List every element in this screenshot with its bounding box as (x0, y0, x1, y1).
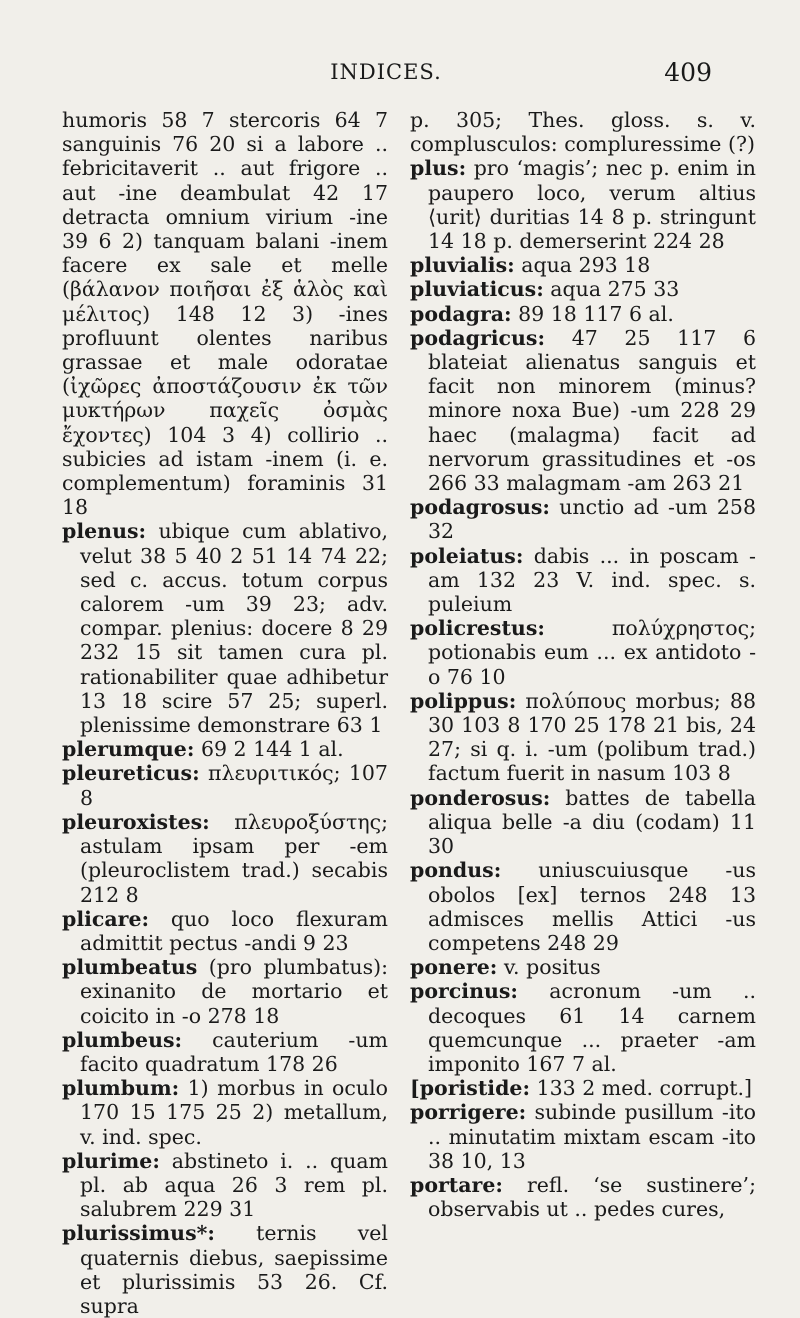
index-entry (410, 253, 756, 277)
index-entry (410, 1076, 756, 1100)
entry-headword: pondus: (410, 858, 502, 883)
entry-text: pro ‘magis’; nec p. enim in paupero loco, verum altius ⟨urit⟩ duritias 14 8 p. stringunt 14 18 p. demerserint 224 28 (428, 156, 756, 254)
entry-headword: podagrosus: (410, 495, 550, 520)
entry-headword: plicare: (62, 906, 150, 931)
entry-text: refl. ‘se sustinere’; observabis ut .. pedes cures, (428, 1172, 756, 1222)
entry-text: quo loco flexuram admittit pectus -andi 9 23 (80, 906, 388, 955)
entry-headword: plurissimus*: (62, 1221, 215, 1246)
entry-headword: plenus: (62, 519, 147, 544)
right-column (410, 108, 756, 1221)
index-entry (410, 544, 756, 617)
index-entry (410, 858, 756, 955)
left-column (62, 108, 388, 1318)
entry-headword: poleiatus: (410, 543, 524, 568)
entry-text: acronum -um .. decoques 61 14 carnem quemcunque ... praeter -am imponito 167 7 al. (428, 979, 756, 1076)
entry-text: 47 25 117 6 blateiat alienatus sanguis et facit non minorem (minus? minore noxa Bue) -um 228 29 haec (malagma) facit ad nervorum grassitudines et -os 266 33 malagmam -am 263 21 (428, 325, 756, 496)
index-entry (410, 955, 756, 979)
entry-headword: pluvialis: (410, 253, 515, 278)
index-entry (410, 786, 756, 859)
entry-text: ubique cum ablativo, velut 38 5 40 2 51 14 74 22; sed c. accus. totum corpus calorem -um 39 23; adv. compar. plenius: docere 8 29 232 15 sit tamen cura pl. rationabiliter quae adhibetur 13 18 scire 57 25; superl. plenissime demonstrare 63 1 (80, 519, 388, 738)
index-entry (62, 1221, 388, 1318)
entry-headword: ponere: (410, 955, 498, 980)
entry-text: πλευριτικός; 107 8 (80, 761, 388, 810)
index-entry (410, 1100, 756, 1173)
entry-headword: pleureticus: (62, 761, 200, 786)
entry-text: dabis ... in poscam -am 132 23 V. ind. spec. s. puleium (428, 543, 756, 617)
index-entry (410, 156, 756, 253)
index-entry (410, 302, 756, 326)
index-entry (410, 495, 756, 543)
entry-headword: ponderosus: (410, 785, 551, 810)
entry-headword: plus: (410, 156, 467, 181)
index-entry (62, 955, 388, 1028)
index-entry (62, 737, 388, 761)
entry-text: subinde pusillum -ito .. minutatim mixtam escam -ito 38 10, 13 (428, 1100, 756, 1173)
entry-headword: porrigere: (410, 1100, 527, 1125)
index-entry (62, 1028, 388, 1076)
index-entry (62, 519, 388, 737)
entry-headword: pluviaticus: (410, 277, 544, 302)
index-entry (62, 1149, 388, 1222)
entry-text: ternis vel quaternis diebus, saepissime et plurissimis 53 26. Cf. supra (80, 1221, 388, 1318)
entry-text: πλευροξύστης; astulam ipsam per -em (pleuroclistem trad.) secabis 212 8 (80, 809, 388, 907)
index-entry (410, 326, 756, 495)
entry-text: cauterium -um facito quadratum 178 26 (80, 1027, 388, 1076)
running-header (60, 58, 712, 92)
entry-headword: porcinus: (410, 979, 518, 1004)
entry-text: v. positus (503, 955, 601, 980)
entry-text: unctio ad -um 258 32 (428, 495, 756, 544)
entry-headword: plerumque: (62, 737, 195, 762)
entry-text: 1) morbus in oculo 170 15 175 25 2) metallum, v. ind. spec. (80, 1076, 388, 1149)
entry-text: 89 18 117 6 al. (518, 301, 674, 326)
header-title: INDICES. (330, 60, 442, 84)
index-entry (410, 1173, 756, 1221)
page-number: 409 (664, 58, 712, 87)
index-entry (62, 761, 388, 809)
entry-headword: polippus: (410, 688, 517, 713)
entry-headword: plurime: (62, 1148, 160, 1173)
index-entry (62, 810, 388, 907)
entry-headword: pleuroxistes: (62, 809, 210, 834)
entry-text: πολύπους morbus; 88 30 103 8 170 25 178 21 bis, 24 27; si q. i. -um (polibum trad.) factum fuerit in nasum 103 8 (428, 688, 756, 786)
index-entry (62, 1076, 388, 1149)
entry-headword: plumbeatus (62, 955, 198, 980)
index-entry (410, 979, 756, 1076)
entry-text: πολύχρηστος; potionabis eum ... ex antidoto -o 76 10 (428, 616, 756, 689)
entry-headword: plumbum: (62, 1076, 180, 1101)
entry-headword: podagricus: (410, 325, 546, 350)
index-entry (410, 616, 756, 689)
entry-text: aqua 275 33 (550, 277, 680, 302)
entry-text: uniuscuiusque -us obolos [ex] ternos 248 13 admisces mellis Attici -us competens 248 29 (428, 858, 756, 955)
index-entry (410, 108, 756, 156)
entry-text: 69 2 144 1 al. (200, 737, 344, 762)
entry-text: battes de tabella aliqua belle -a diu (codam) 11 30 (428, 785, 756, 859)
index-entry (410, 689, 756, 786)
entry-headword: plumbeus: (62, 1027, 183, 1052)
entry-text: humoris 58 7 stercoris 64 7 sanguinis 76 20 si a labore .. febricitaverit .. aut frigore .. aut -ine deambulat 42 17 detracta omnium virium -ine 39 6 2) tanquam balani -inem facere ex sale et melle (βάλανον ποιῆσαι ἐξ ἁλὸς καὶ μέλιτος) 148 12 3) -ines profluunt olentes naribus grassae et male odoratae (ἰχῶρες ἀποστάζουσιν ἐκ τῶν μυκτήρων παχεῖς ὀσμὰς ἔχοντες) 104 3 4) collirio .. subicies ad istam -inem (i. e. complementum) foraminis 31 18 (62, 108, 388, 520)
index-entry (410, 277, 756, 301)
entry-headword: policrestus: (410, 616, 545, 641)
entry-text: aqua 293 18 (521, 253, 651, 278)
entry-text: p. 305; Thes. gloss. s. v. complusculos: compluressime (?) (410, 108, 756, 157)
index-entry (62, 907, 388, 955)
index-entry (62, 108, 388, 519)
entry-headword: podagra: (410, 301, 512, 326)
entry-headword: [poristide: (410, 1076, 531, 1101)
entry-headword: portare: (410, 1172, 503, 1197)
entry-text: abstineto i. .. quam pl. ab aqua 26 3 rem pl. salubrem 229 31 (80, 1148, 388, 1222)
entry-text: 133 2 med. corrupt.] (536, 1076, 753, 1101)
entry-text: (pro plumbatus): exinanito de mortario et coicito in -o 278 18 (80, 955, 388, 1028)
